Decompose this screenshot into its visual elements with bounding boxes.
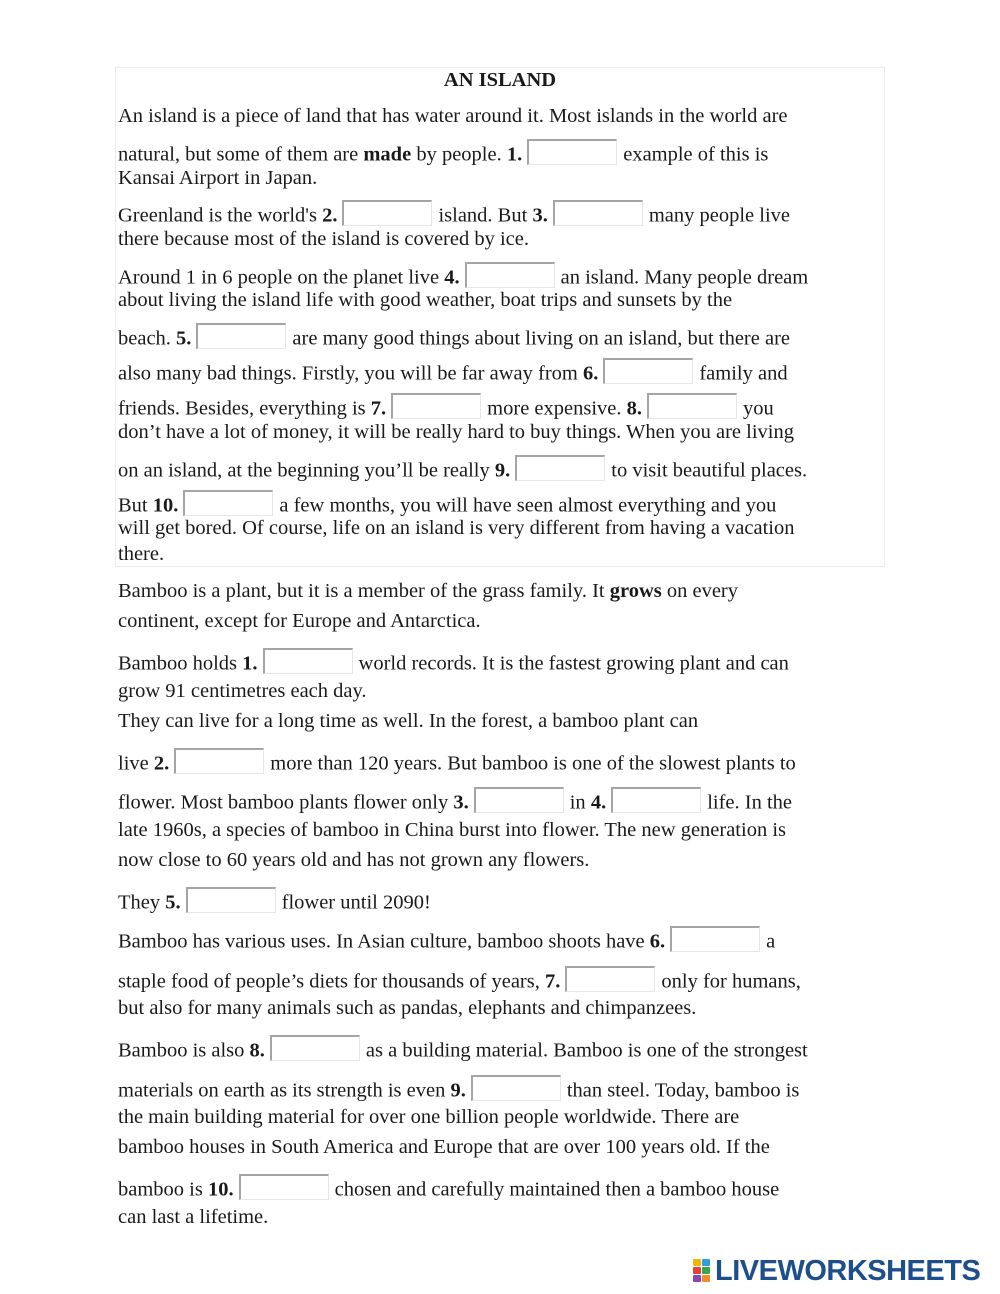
question-number: 2. bbox=[322, 204, 338, 227]
bamboo-line-7: flower. Most bamboo plants flower only 3. in 4. life. In the bbox=[118, 787, 792, 811]
island-line-12: on an island, at the beginning you’ll be really 9. to visit beautiful places. bbox=[118, 455, 807, 479]
bamboo-answer-3-input[interactable] bbox=[474, 787, 564, 813]
question-number: 1. bbox=[506, 143, 523, 166]
island-line-8: beach. 5. are many good things about living on an island, but there are bbox=[118, 323, 790, 347]
bamboo-line-10: They 5. flower until 2090! bbox=[118, 887, 431, 911]
logo-block bbox=[702, 1259, 710, 1266]
liveworksheets-logo-icon bbox=[693, 1259, 711, 1283]
bamboo-line-4: grow 91 centimetres each day. bbox=[118, 680, 367, 702]
bamboo-answer-7-input[interactable] bbox=[565, 966, 655, 992]
bamboo-answer-10-input[interactable] bbox=[239, 1174, 329, 1200]
logo-block bbox=[693, 1267, 701, 1274]
bamboo-line-3: Bamboo holds 1. world records. It is the fastest growing plant and can bbox=[118, 648, 789, 672]
logo-block bbox=[702, 1275, 710, 1282]
island-answer-5-input[interactable] bbox=[196, 323, 286, 349]
bamboo-line-12: staple food of people’s diets for thousands of years, 7. only for humans, bbox=[118, 966, 801, 990]
island-answer-4-input[interactable] bbox=[465, 262, 555, 288]
island-line-14: will get bored. Of course, life on an island is very different from having a vacation bbox=[118, 517, 795, 539]
island-line-7: about living the island life with good weather, boat trips and sunsets by the bbox=[118, 289, 733, 311]
bamboo-answer-9-input[interactable] bbox=[471, 1075, 561, 1101]
page-title: AN ISLAND bbox=[443, 69, 557, 91]
bamboo-line-11: Bamboo has various uses. In Asian culture, bamboo shoots have 6. a bbox=[118, 926, 775, 950]
bamboo-answer-6-input[interactable] bbox=[670, 926, 760, 952]
bamboo-line-15: materials on earth as its strength is even 9. than steel. Today, bamboo is bbox=[118, 1075, 799, 1099]
question-number: 7. bbox=[370, 397, 387, 420]
bamboo-line-5: They can live for a long time as well. In the forest, a bamboo plant can bbox=[118, 710, 699, 732]
question-number: 4. bbox=[590, 791, 607, 814]
logo-block bbox=[702, 1267, 710, 1274]
question-number: 3. bbox=[453, 791, 469, 814]
question-number: 6. bbox=[582, 362, 599, 385]
island-line-10: friends. Besides, everything is 7. more expensive. 8. you bbox=[118, 393, 774, 417]
liveworksheets-brand bbox=[693, 1256, 988, 1286]
question-number: 9. bbox=[450, 1079, 466, 1102]
island-line-13: But 10. a few months, you will have seen almost everything and you bbox=[118, 490, 776, 514]
question-number: 5. bbox=[165, 891, 181, 914]
island-line-1: An island is a piece of land that has water around it. Most islands in the world are bbox=[118, 105, 788, 127]
question-number: 4. bbox=[444, 266, 460, 289]
bamboo-line-9: now close to 60 years old and has not grown any flowers. bbox=[118, 849, 590, 871]
question-number: 9. bbox=[494, 459, 511, 482]
question-number: 2. bbox=[153, 752, 170, 775]
island-line-6: Around 1 in 6 people on the planet live 4. an island. Many people dream bbox=[118, 262, 808, 286]
bamboo-line-19: can last a lifetime. bbox=[118, 1206, 269, 1228]
island-answer-7-input[interactable] bbox=[391, 393, 481, 419]
question-number: 8. bbox=[249, 1039, 265, 1062]
island-answer-8-input[interactable] bbox=[647, 393, 737, 419]
island-answer-1-input[interactable] bbox=[527, 139, 617, 165]
bamboo-answer-2-input[interactable] bbox=[174, 748, 264, 774]
bamboo-line-2: continent, except for Europe and Antarctica. bbox=[118, 610, 481, 632]
bamboo-line-8: late 1960s, a species of bamboo in China burst into flower. The new generation is bbox=[118, 819, 787, 841]
island-line-2: natural, but some of them are made by people. 1. example of this is bbox=[118, 139, 768, 163]
bamboo-answer-8-input[interactable] bbox=[270, 1035, 360, 1061]
bamboo-line-14: Bamboo is also 8. as a building material. Bamboo is one of the strongest bbox=[118, 1035, 808, 1059]
island-answer-10-input[interactable] bbox=[183, 490, 273, 516]
bamboo-line-16: the main building material for over one billion people worldwide. There are bbox=[118, 1106, 740, 1128]
island-answer-3-input[interactable] bbox=[553, 200, 643, 226]
island-answer-2-input[interactable] bbox=[342, 200, 432, 226]
bamboo-line-1: Bamboo is a plant, but it is a member of the grass family. It grows on every bbox=[118, 580, 739, 602]
question-number: 7. bbox=[545, 970, 561, 993]
island-line-3: Kansai Airport in Japan. bbox=[118, 167, 318, 189]
question-number: 10. bbox=[207, 1178, 234, 1201]
question-number: 5. bbox=[176, 327, 192, 350]
bamboo-line-18: bamboo is 10. chosen and carefully maintained then a bamboo house bbox=[118, 1174, 779, 1198]
island-line-11: don’t have a lot of money, it will be really hard to buy things. When you are living bbox=[118, 421, 794, 443]
question-number: 8. bbox=[626, 397, 643, 420]
bamboo-answer-5-input[interactable] bbox=[186, 887, 276, 913]
question-number: 10. bbox=[152, 494, 179, 517]
question-number: 1. bbox=[242, 652, 258, 675]
bamboo-answer-1-input[interactable] bbox=[263, 648, 353, 674]
island-answer-9-input[interactable] bbox=[515, 455, 605, 481]
bamboo-answer-4-input[interactable] bbox=[611, 787, 701, 813]
logo-block bbox=[693, 1275, 701, 1282]
island-line-5: there because most of the island is covered by ice. bbox=[118, 228, 529, 250]
question-number: 6. bbox=[649, 930, 666, 953]
island-line-15: there. bbox=[118, 543, 165, 565]
island-answer-6-input[interactable] bbox=[603, 358, 693, 384]
island-line-9: also many bad things. Firstly, you will be far away from 6. family and bbox=[118, 358, 788, 382]
bamboo-line-17: bamboo houses in South America and Europe that are over 100 years old. If the bbox=[118, 1136, 770, 1158]
bamboo-line-6: live 2. more than 120 years. But bamboo is one of the slowest plants to bbox=[118, 748, 796, 772]
question-number: 3. bbox=[532, 204, 548, 227]
bamboo-line-13: but also for many animals such as pandas, elephants and chimpanzees. bbox=[118, 997, 697, 1019]
island-line-4: Greenland is the world's 2. island. But 3. many people live bbox=[118, 200, 790, 224]
logo-block bbox=[693, 1259, 701, 1266]
brand-name: LIVEWORKSHEETS bbox=[715, 1255, 981, 1287]
